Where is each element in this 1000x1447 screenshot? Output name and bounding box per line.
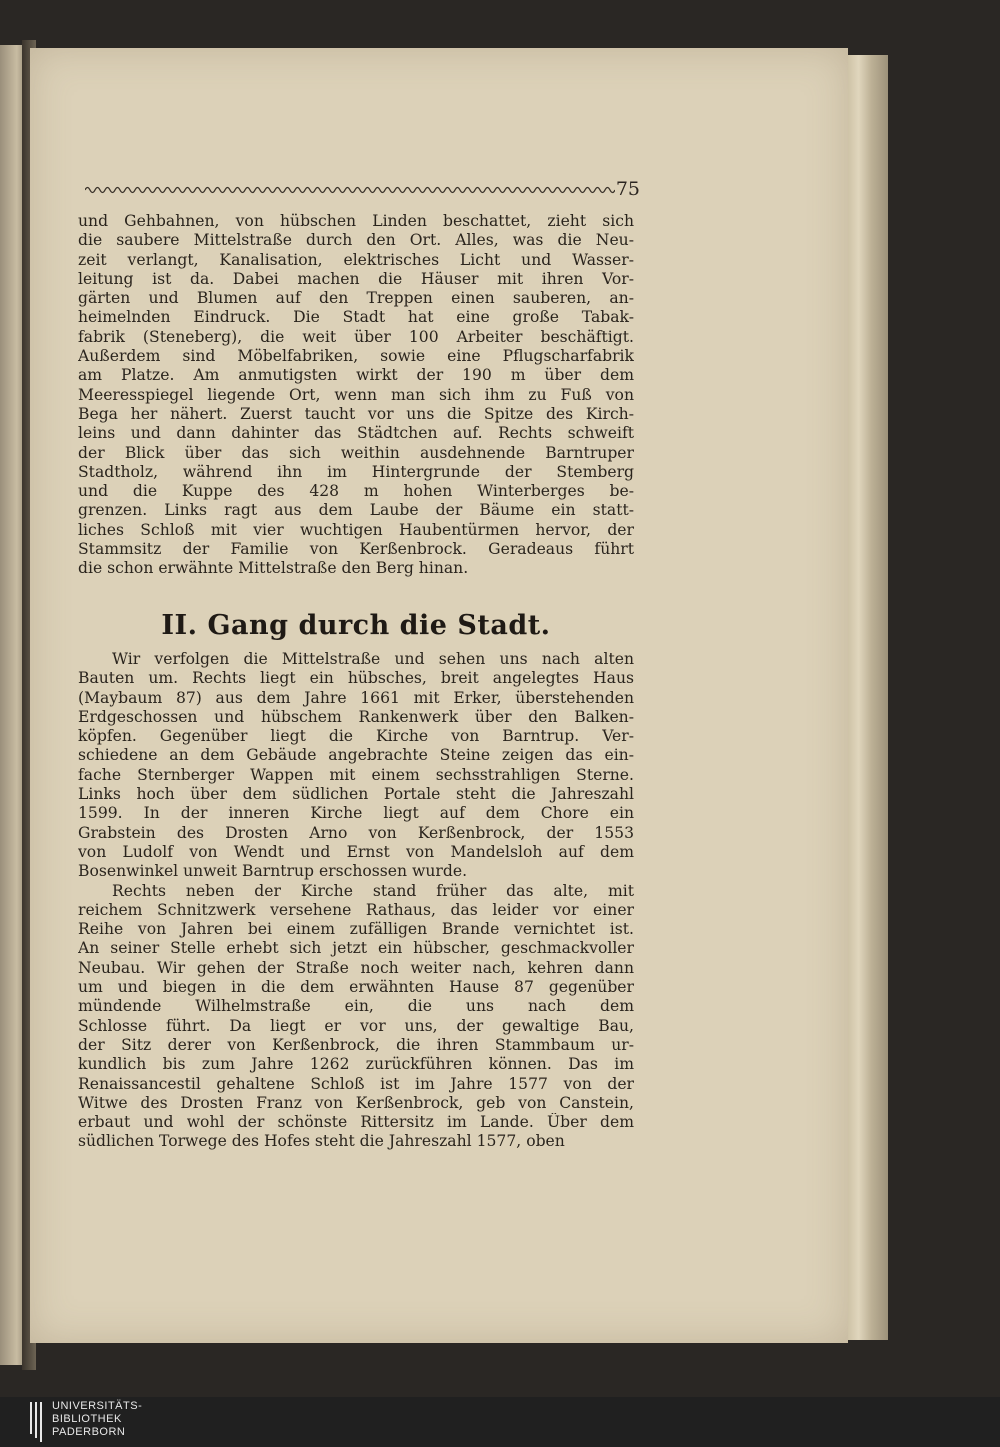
wave-ornament — [85, 184, 615, 196]
text-line: Stammsitz der Familie von Kerßenbrock. Geradeaus führt — [78, 540, 634, 559]
text-line: Meeresspiegel liegende Ort, wenn man sich ihm zu Fuß von — [78, 385, 634, 404]
text-line: am Platze. Am anmutigsten wirkt der 190 m über dem — [78, 366, 634, 385]
section-heading: II. Gang durch die Stadt. — [161, 610, 551, 641]
text-line: Rechts neben der Kirche stand früher das alte, mit — [112, 881, 634, 900]
text-line: von Ludolf von Wendt und Ernst von Mandelsloh auf dem — [78, 842, 634, 861]
footer-bar — [0, 1397, 1000, 1447]
text-line: heimelnden Eindruck. Die Stadt hat eine große Tabak- — [78, 308, 634, 327]
text-line: Außerdem sind Möbelfabriken, sowie eine Pflugscharfabrik — [78, 347, 634, 366]
text-line: Witwe des Drosten Franz von Kerßenbrock, geb von Canstein, — [78, 1093, 634, 1112]
text-line: liches Schloß mit vier wuchtigen Haubentürmen hervor, der — [78, 520, 634, 539]
text-line: Bega her nähert. Zuerst taucht vor uns die Spitze des Kirch- — [78, 404, 634, 423]
text-line: (Maybaum 87) aus dem Jahre 1661 mit Erker, überstehenden — [78, 688, 634, 707]
text-line: leitung ist da. Dabei machen die Häuser mit ihren Vor- — [78, 269, 634, 288]
text-line: leins und dann dahinter das Städtchen auf. Rechts schweift — [78, 424, 634, 443]
body-text-top — [78, 212, 634, 579]
text-line: Wir verfolgen die Mittelstraße und sehen uns nach alten — [112, 650, 634, 668]
text-line: die schon erwähnte Mittelstraße den Berg hinan. — [78, 559, 469, 578]
text-line: fache Sternberger Wappen mit einem sechsstrahligen Sterne. — [78, 765, 634, 784]
text-line: Reihe von Jahren bei einem zufälligen Brande vernichtet ist. — [78, 920, 634, 939]
text-line: reichem Schnitzwerk versehene Rathaus, das leider vor einer — [78, 900, 634, 919]
text-line: An seiner Stelle erhebt sich jetzt ein hübscher, geschmackvoller — [78, 939, 634, 958]
text-line: Erdgeschossen und hübschem Rankenwerk über den Balken- — [78, 707, 634, 726]
text-line: und die Kuppe des 428 m hohen Winterberges be- — [78, 482, 634, 501]
text-line: und Gehbahnen, von hübschen Linden beschattet, zieht sich — [78, 212, 634, 230]
page-stack-edge — [846, 55, 888, 1340]
text-line: erbaut und wohl der schönste Rittersitz im Lande. Über dem — [78, 1113, 634, 1132]
text-line: fabrik (Steneberg), die weit über 100 Arbeiter beschäftigt. — [78, 327, 634, 346]
logo-line: UNIVERSITÄTS- — [52, 1400, 143, 1412]
text-line: zeit verlangt, Kanalisation, elektrisches Licht und Wasser- — [78, 250, 634, 269]
logo-line: BIBLIOTHEK — [52, 1413, 122, 1425]
text-line: grenzen. Links ragt aus dem Laube der Bäume ein statt- — [78, 501, 634, 520]
text-line: schiedene an dem Gebäude angebrachte Steine zeigen das ein- — [78, 746, 634, 765]
text-line: Stadtholz, während ihn im Hintergrunde der Stemberg — [78, 462, 634, 481]
text-line: gärten und Blumen auf den Treppen einen sauberen, an- — [78, 289, 634, 308]
page-number: 75 — [615, 178, 640, 200]
text-line: mündende Wilhelmstraße ein, die uns nach dem — [78, 997, 634, 1016]
running-header — [85, 178, 640, 202]
text-line: der Blick über das sich weithin ausdehnende Barntruper — [78, 443, 634, 462]
text-line: Grabstein des Drosten Arno von Kerßenbrock, der 1553 — [78, 823, 634, 842]
body-text-bottom — [78, 650, 634, 1152]
text-line: Renaissancestil gehaltene Schloß ist im Jahre 1577 von der — [78, 1074, 634, 1093]
library-logo-icon — [30, 1402, 44, 1442]
text-line: köpfen. Gegenüber liegt die Kirche von Barntrup. Ver- — [78, 727, 634, 746]
logo-line: PADERBORN — [52, 1426, 126, 1438]
text-line: Links hoch über dem südlichen Portale steht die Jahreszahl — [78, 785, 634, 804]
text-line: Bauten um. Rechts liegt ein hübsches, breit angelegtes Haus — [78, 669, 634, 688]
text-line: Schlosse führt. Da liegt er vor uns, der gewaltige Bau, — [78, 1016, 634, 1035]
library-logo-text — [52, 1400, 142, 1439]
text-line: Bosenwinkel unweit Barntrup erschossen wurde. — [78, 862, 468, 881]
text-line: kundlich bis zum Jahre 1262 zurückführen können. Das im — [78, 1055, 634, 1074]
text-line: um und biegen in die dem erwähnten Hause 87 gegenüber — [78, 978, 634, 997]
text-line: Neubau. Wir gehen der Straße noch weiter nach, kehren dann — [78, 958, 634, 977]
text-line: südlichen Torwege des Hofes steht die Jahreszahl 1577, oben — [78, 1132, 565, 1151]
text-line: 1599. In der inneren Kirche liegt auf dem Chore ein — [78, 804, 634, 823]
text-line: der Sitz derer von Kerßenbrock, die ihren Stammbaum ur- — [78, 1035, 634, 1054]
text-line: die saubere Mittelstraße durch den Ort. Alles, was die Neu- — [78, 231, 634, 250]
